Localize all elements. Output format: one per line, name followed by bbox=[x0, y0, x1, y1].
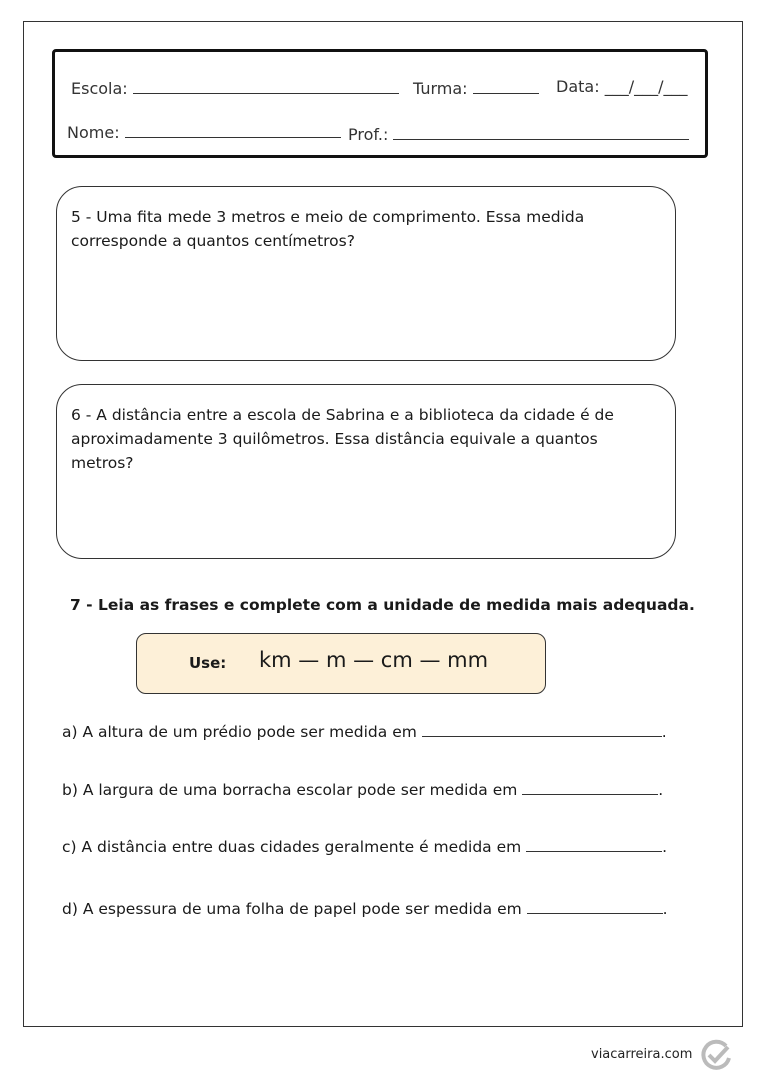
question-6-text: 6 - A distância entre a escola de Sabrina e a biblioteca da cidade é de aproximadamente 3 quilômetros. Essa distância equivale a quantos metros? bbox=[71, 406, 614, 472]
turma-field[interactable] bbox=[473, 79, 539, 94]
data-field[interactable]: ___/___/___ bbox=[604, 77, 688, 96]
nome-field[interactable] bbox=[125, 123, 341, 138]
turma-label: Turma: bbox=[413, 79, 468, 98]
student-info-header bbox=[52, 49, 708, 158]
use-label: Use: bbox=[189, 654, 227, 672]
footer-site: viacarreira.com bbox=[591, 1047, 693, 1062]
item-b-answer-field[interactable] bbox=[522, 780, 658, 795]
turma-row bbox=[413, 79, 539, 98]
escola-field[interactable] bbox=[133, 79, 399, 94]
units-box bbox=[136, 633, 546, 694]
checkmark-logo-icon bbox=[700, 1038, 734, 1076]
prof-field[interactable] bbox=[393, 125, 689, 140]
question-5-box[interactable] bbox=[56, 186, 676, 361]
item-b: b) A largura de uma borracha escolar pode ser medida em . bbox=[62, 781, 664, 799]
item-a-text: a) A altura de um prédio pode ser medida em bbox=[62, 723, 417, 741]
question-6-box[interactable] bbox=[56, 384, 676, 559]
data-row bbox=[556, 77, 687, 96]
item-c-answer-field[interactable] bbox=[526, 837, 662, 852]
escola-label: Escola: bbox=[71, 79, 128, 98]
nome-label: Nome: bbox=[67, 123, 120, 142]
item-c: c) A distância entre duas cidades geralmente é medida em . bbox=[62, 838, 668, 856]
item-b-text: b) A largura de uma borracha escolar pode ser medida em bbox=[62, 781, 518, 799]
prof-row bbox=[348, 125, 689, 144]
data-label: Data: bbox=[556, 77, 600, 96]
units-list: km — m — cm — mm bbox=[259, 648, 489, 672]
item-d-text: d) A espessura de uma folha de papel pode ser medida em bbox=[62, 900, 522, 918]
question-5-text: 5 - Uma fita mede 3 metros e meio de comprimento. Essa medida corresponde a quantos centímetros? bbox=[71, 208, 585, 250]
escola-row bbox=[71, 79, 399, 98]
prof-label: Prof.: bbox=[348, 125, 389, 144]
item-d-answer-field[interactable] bbox=[527, 899, 663, 914]
item-a: a) A altura de um prédio pode ser medida em . bbox=[62, 723, 667, 741]
item-c-text: c) A distância entre duas cidades geralmente é medida em bbox=[62, 838, 522, 856]
item-d: d) A espessura de uma folha de papel pode ser medida em . bbox=[62, 900, 668, 918]
question-7-title: 7 - Leia as frases e complete com a unidade de medida mais adequada. bbox=[70, 596, 695, 614]
item-a-answer-field[interactable] bbox=[422, 722, 662, 737]
nome-row bbox=[67, 123, 341, 142]
